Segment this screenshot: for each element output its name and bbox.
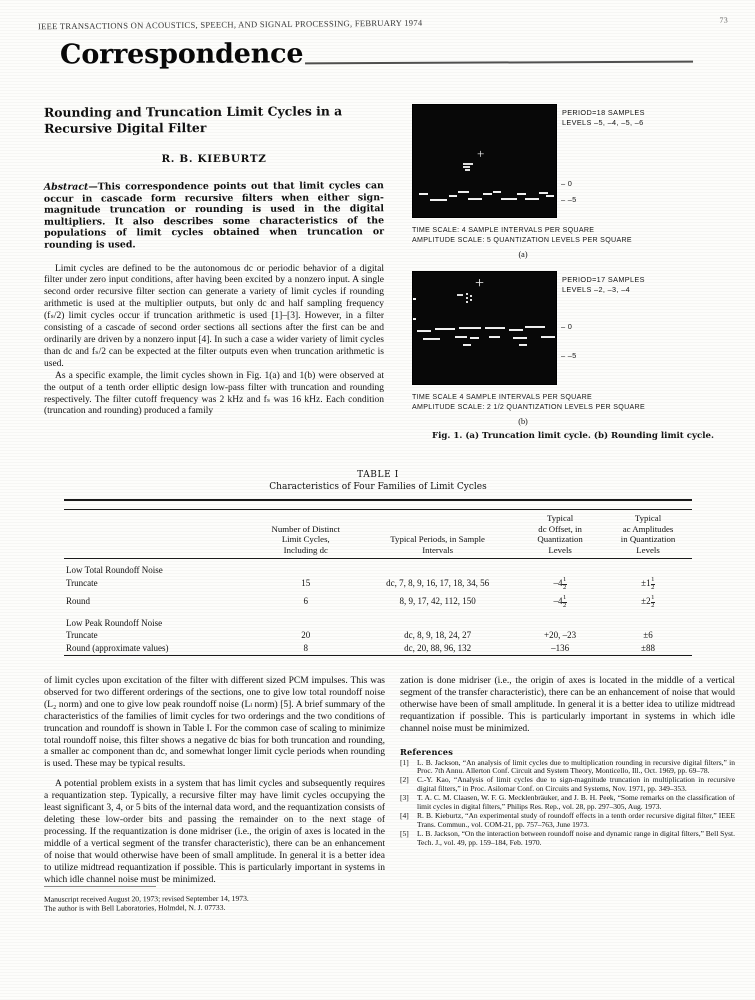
- footnote-line-2: The author is with Bell Laboratories, Holmdel, N. J. 07733.: [44, 903, 226, 914]
- body-paragraph-3: of limit cycles upon excitation of the filter with different sized PCM impulses. This was observed for two different orderings of the sections, one to give low total roundoff noise (L₂ norm) and one to give low peak roundoff noise (Lₗ norm) [5]. A brief summary of the characteristics of the families of limit cycles for two orderings and the two conditions of truncation and roundoff is shown in Table I. For the common case of scaling to minimize total roundoff noise, this filter shows a negative dc bias for both truncation and rounding, a smaller ac component than dc, and somewhat longer limit cycle periods when rounding is used. These may be typical results.: [44, 676, 385, 770]
- scope-sample-b: [509, 329, 523, 331]
- reference-number: [1]: [400, 757, 409, 767]
- table-spacer-row: [64, 610, 692, 617]
- scope-sample-b: [417, 330, 431, 332]
- row-dc-offset-value: –4: [553, 578, 563, 589]
- body-paragraph-4: A potential problem exists in a system that has limit cycles and subsequently requires a requantization step. Typically, a recursive filter may have limit cycles occupying the least significant 3, 4, or 5 bits of the internal data word, and the requantization consists of deleting these low-order bits and passing the remainder on to the next stage of processing. If the requantization is done midriser (i.e., the origin of axes is located in the middle of a vertical segment of the transfer characteristic), there can be an enhancement of noise that would otherwise have been of small amplitude. In general it is a better idea to utilize midtread requantization if possible. This is particularly important in systems in which idle channel noise must be minimized.: [44, 779, 385, 885]
- scope-sample-a: [517, 193, 526, 195]
- reference-text: L. B. Jackson, “On the interaction between roundoff noise and dynamic range in digital filters,” Bell Syst. Tech. J., vol. 49, pp. 159–184, Feb. 1970.: [417, 829, 735, 847]
- row-ac-amplitude: ±88: [641, 643, 655, 654]
- scope-sample-a: [539, 192, 548, 194]
- header-line: Typical Periods, in Sample: [390, 534, 485, 545]
- oscilloscope-trace-a: [412, 104, 557, 218]
- scope-edge-tick-b: [413, 298, 416, 300]
- page-number: 73: [719, 15, 729, 25]
- running-head: [38, 15, 728, 36]
- scope-marker-b: [466, 293, 468, 295]
- row-periods: dc, 20, 88, 96, 132: [404, 643, 472, 654]
- figure-b-scales: [412, 392, 730, 412]
- header-line: Including dc: [283, 544, 328, 555]
- reference-number: [5]: [400, 829, 409, 839]
- reference-text: R. B. Kieburtz, “An experimental study of roundoff effects in a tenth order recursive digital filter,” IEEE Trans. Commun., vol. COM-21, pp. 757–763, June 1973.: [417, 811, 735, 829]
- figure-a-sub-label: (a): [518, 250, 528, 259]
- scope-sample-a: [468, 198, 482, 200]
- row-name: Truncate: [66, 577, 98, 588]
- scope-sample-a: [525, 198, 539, 200]
- limit-cycles-table: [64, 499, 692, 660]
- table-caption: [64, 470, 692, 493]
- row-count: 15: [301, 577, 311, 588]
- header-line: Levels: [548, 544, 572, 555]
- table-group-label: Low Peak Roundoff Noise: [66, 617, 163, 628]
- table-section: [64, 470, 692, 660]
- scope-sample-a: [458, 191, 469, 193]
- row-count: 8: [303, 643, 309, 654]
- row-name: Round (approximate values): [66, 643, 169, 654]
- figure-b-tick-zero: – 0: [561, 322, 573, 331]
- reference-item: [400, 812, 735, 829]
- scope-marker-b: [470, 299, 472, 301]
- footnote: [44, 893, 374, 914]
- figure-a-annotation: [562, 108, 645, 128]
- scope-sample-b: [459, 327, 481, 329]
- header-line: Intervals: [422, 544, 454, 555]
- table-col-header-count: [252, 510, 359, 559]
- header-line: in Quantization: [620, 534, 676, 545]
- scope-sample-a: [430, 199, 447, 201]
- figure-b-amplitude-scale: AMPLITUDE SCALE: 2 1/2 QUANTIZATION LEVELS PER SQUARE: [412, 403, 645, 411]
- figure-panel-a: [412, 104, 730, 259]
- reference-number: [2]: [400, 775, 409, 785]
- running-head-text: IEEE TRANSACTIONS ON ACOUSTICS, SPEECH, AND SIGNAL PROCESSING, FEBRUARY 1974: [37, 17, 423, 32]
- reference-number: [4]: [400, 811, 409, 821]
- scope-marker-b: [466, 301, 468, 303]
- scope-sample-b: [519, 344, 527, 346]
- scope-sample-b: [489, 336, 500, 338]
- row-dc-offset: –136: [551, 643, 570, 654]
- scope-sample-b: [423, 338, 440, 340]
- footnote-rule: [44, 886, 156, 887]
- scope-sample-a: [501, 198, 517, 200]
- fraction-half: $\frac{1}{2}$: [562, 575, 567, 591]
- table-bottom-rule-row: [64, 655, 692, 660]
- scope-sample-a: [483, 193, 492, 195]
- figure-column: [412, 104, 730, 426]
- scope-cursor-cross-b: +: [475, 275, 485, 292]
- table-row: [64, 642, 692, 655]
- figure-a-time-scale: TIME SCALE: 4 SAMPLE INTERVALS PER SQUARE: [412, 226, 595, 234]
- scope-sample-b: [455, 336, 467, 338]
- table-col-header-dc-offset: [516, 510, 604, 559]
- figure-a-levels: LEVELS –5, –4, –5, –6: [562, 118, 644, 127]
- scope-edge-tick-b: [413, 318, 416, 320]
- scope-sample-a: [419, 193, 428, 195]
- table-col-header-periods: [359, 510, 516, 559]
- figure-a-scales: [412, 225, 730, 245]
- table-row: [64, 577, 692, 591]
- scope-sample-b: [470, 337, 479, 339]
- header-line: Typical: [634, 513, 662, 523]
- table-row: [64, 629, 692, 642]
- article-author: R. B. KIEBURTZ: [161, 153, 267, 165]
- row-dc-offset: [516, 591, 604, 609]
- figure-a-tick-minus5: – –5: [561, 195, 577, 204]
- footnote-line-1: Manuscript received August 20, 1973; revised September 14, 1973.: [43, 893, 249, 904]
- reference-item: [400, 830, 735, 847]
- row-count: 6: [303, 596, 309, 607]
- abstract-text: —This correspondence points out that limit cycles can occur in cascade form recursive filters when either sign-magnitude truncation or rounding is used in the digital multipliers. It also describes some characteristics of the populations of limit cycles obtained when truncation or rounding is used.: [43, 180, 385, 251]
- figure-b-time-scale: TIME SCALE 4 SAMPLE INTERVALS PER SQUARE: [412, 393, 593, 401]
- header-line: Number of Distinct: [271, 523, 340, 534]
- fraction-half: $\frac{1}{2}$: [651, 594, 655, 610]
- fraction-half: $\frac{1}{2}$: [651, 575, 655, 591]
- scope-cursor-cross-a: +: [477, 146, 485, 161]
- table-number: TABLE I: [357, 470, 399, 480]
- banner-rule: [305, 61, 693, 65]
- header-line: ac Amplitudes: [622, 523, 674, 534]
- scope-sample-b: [541, 336, 555, 338]
- left-column-bottom: [44, 676, 385, 886]
- scope-marker-a: [463, 163, 473, 165]
- reference-text: C.-Y. Kao, “Analysis of limit cycles due to sign-magnitude truncation in multiplication in recursive digital filters,” in Proc. Asilomar Conf. on Circuits and Systems, Nov. 1971, pp. 349–353.: [417, 775, 735, 794]
- row-ac-amplitude-value: ±1: [641, 578, 651, 589]
- table-rule-row: [64, 500, 692, 510]
- table-col-header-ac-amplitude: [604, 510, 692, 559]
- row-ac-amplitude: [604, 577, 692, 591]
- scope-sample-b: [485, 327, 505, 329]
- body-paragraph-2: As a specific example, the limit cycles shown in Fig. 1(a) and 1(b) were observed at the output of a tenth order elliptic design low-pass filter with truncation and rounding respectively. The filter cutoff frequency was 2 kHz and fₛ was 16 kHz. Each condition (truncation and rounding) produced a family: [44, 370, 384, 417]
- left-column-top: [44, 104, 384, 418]
- scope-sample-a: [546, 195, 554, 197]
- scope-marker-a: [465, 169, 470, 171]
- abstract: [44, 180, 384, 251]
- reference-text: L. B. Jackson, “An analysis of limit cycles due to multiplication rounding in recursive digital filters,” in Proc. 7th Annu. Allerton Conf. Circuit and System Theory, Monticello, Ill., Oct. 1969, pp. 69–78.: [417, 757, 735, 776]
- table-row: [64, 591, 692, 609]
- scope-sample-b: [435, 328, 455, 330]
- section-banner-title: Correspondence: [59, 38, 304, 71]
- row-ac-amplitude: [604, 591, 692, 609]
- table-header-row: [64, 510, 692, 559]
- header-line: Levels: [636, 544, 660, 555]
- row-periods: 8, 9, 17, 42, 112, 150: [399, 596, 476, 607]
- row-periods: dc, 7, 8, 9, 16, 17, 18, 34, 56: [386, 577, 490, 588]
- scope-marker-b: [457, 294, 463, 296]
- oscilloscope-trace-b: [412, 271, 557, 385]
- figure-b-sub-label: (b): [518, 417, 528, 426]
- section-banner: [60, 37, 700, 74]
- reference-item: [400, 759, 735, 776]
- article-title: Rounding and Truncation Limit Cycles in a Recursive Digital Filter: [43, 103, 343, 136]
- figure-a-period: PERIOD=18 SAMPLES: [562, 108, 645, 117]
- header-line: dc Offset, in: [538, 523, 582, 534]
- table-group-row: [64, 617, 692, 630]
- row-dc-offset-value: –4: [553, 596, 563, 607]
- scope-marker-a: [463, 166, 470, 168]
- figure-b-annotation: [562, 275, 645, 295]
- figure-a-amplitude-scale: AMPLITUDE SCALE: 5 QUANTIZATION LEVELS PER SQUARE: [412, 236, 632, 244]
- figure-a-tick-zero: – 0: [561, 179, 573, 188]
- row-periods: dc, 8, 9, 18, 24, 27: [404, 630, 472, 641]
- row-ac-amplitude: ±6: [643, 630, 653, 641]
- body-paragraph-4-continued: zation is done midriser (i.e., the origin of axes is located in the middle of a vertical segment of the transfer characteristic), there can be an enhancement of noise that would otherwise have been of small amplitude. In general it is a better idea to utilize midtread requantization if possible. This is particularly important in systems in which idle channel noise must be minimized.: [400, 676, 735, 734]
- header-line: Typical: [546, 513, 574, 523]
- table-top-rule: [64, 500, 692, 510]
- header-line: Limit Cycles,: [281, 534, 330, 545]
- row-dc-offset: +20, –23: [544, 630, 577, 641]
- references-list: [400, 759, 735, 848]
- scope-sample-b: [513, 337, 527, 339]
- row-ac-amplitude-value: ±2: [641, 596, 651, 607]
- body-paragraph-1: Limit cycles are defined to be the autonomous dc or periodic behavior of a digital filter under zero input conditions, after having been excited by a nonzero input. A single second order recursive filter section can generate a variety of limit cycles if rounding arithmetic is used at the multiplier outputs, but only dc and half sampling frequency (fₛ/2) limit cycles occur if truncation arithmetic is used [1]–[3]. However, in a filter consisting of a cascade of second order sections all sections after the first can be and ordinarily are driven by a nonzero input [4]. In such a case a wider variety of limit cycles than dc and fₛ/2 can be expected at the filter outputs even when truncation arithmetic is used.: [44, 263, 384, 369]
- scope-sample-a: [493, 191, 501, 193]
- figure-b-period: PERIOD=17 SAMPLES: [562, 275, 645, 284]
- reference-number: [3]: [400, 793, 409, 803]
- figure-b-tick-minus5: – –5: [561, 351, 577, 360]
- row-name: Truncate: [66, 630, 98, 641]
- abstract-label: Abstract: [43, 181, 89, 193]
- row-count: 20: [301, 630, 311, 641]
- table-bottom-rule: [64, 655, 692, 660]
- scope-sample-b: [463, 344, 471, 346]
- row-dc-offset: [516, 577, 604, 591]
- reference-item: [400, 794, 735, 811]
- fraction-half: $\frac{1}{2}$: [562, 594, 567, 610]
- scope-marker-b: [466, 297, 468, 299]
- references-heading: References: [400, 746, 454, 757]
- scope-sample-b: [525, 326, 545, 328]
- figure-caption: Fig. 1. (a) Truncation limit cycle. (b) Rounding limit cycle.: [432, 431, 714, 441]
- table-group-row: [64, 559, 692, 577]
- table-col-header-blank: [64, 510, 252, 559]
- table-group-label: Low Total Roundoff Noise: [66, 565, 163, 576]
- scope-sample-a: [449, 195, 457, 197]
- reference-item: [400, 776, 735, 793]
- row-name: Round: [66, 596, 91, 607]
- table-title: Characteristics of Four Families of Limit Cycles: [269, 481, 487, 492]
- figure-panel-b: [412, 271, 730, 426]
- figure-b-levels: LEVELS –2, –3, –4: [562, 285, 631, 294]
- reference-text: T. A. C. M. Claasen, W. F. G. Mecklenbräuker, and J. B. H. Peek, “Some remarks on the classification of limit cycles in digital filters,” Philips Res. Rep., vol. 28, pp. 297–305, Aug. 1973.: [417, 793, 735, 812]
- right-column-bottom: [400, 676, 735, 848]
- scope-marker-b: [470, 295, 472, 297]
- header-line: Quantization: [537, 534, 583, 545]
